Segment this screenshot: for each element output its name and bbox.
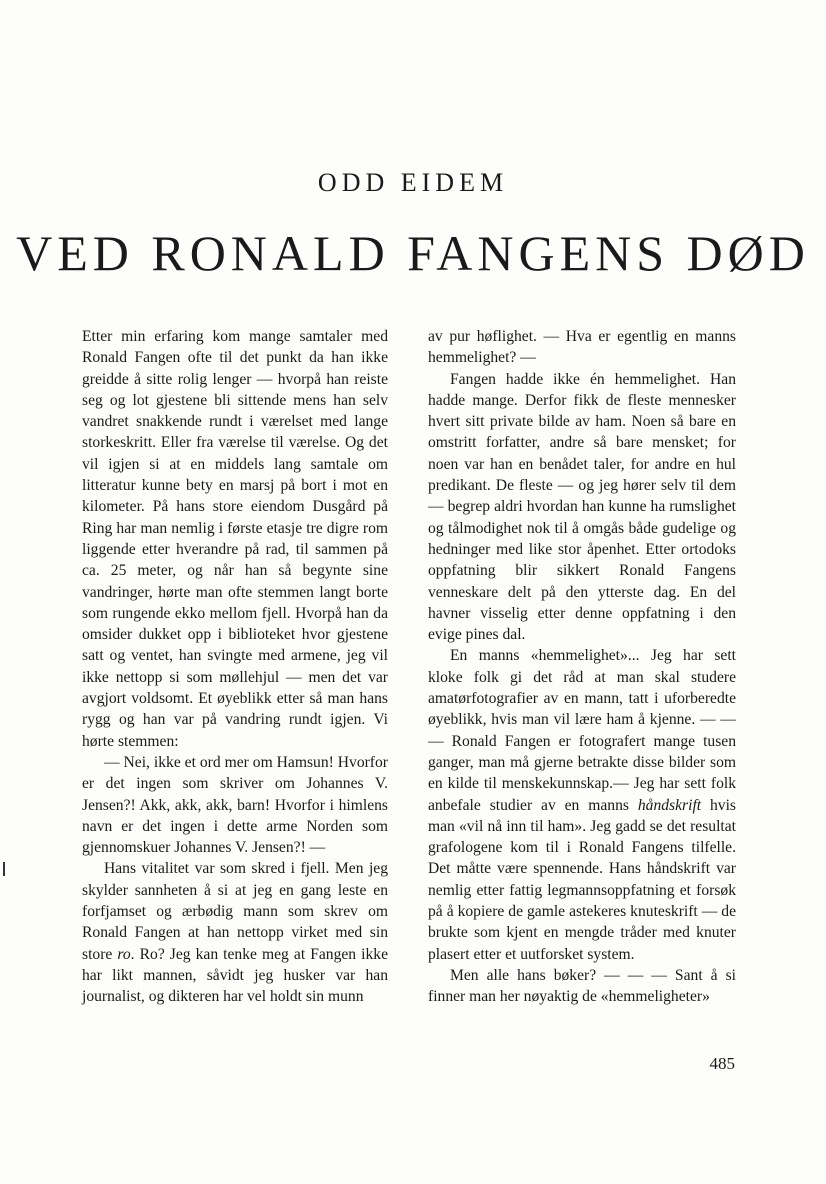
text-run: . Ro? Jeg kan tenke meg at Fangen ikke har likt mannen, såvidt jeg husker var han journalist, og dikteren har vel holdt sin munn: [82, 945, 388, 1006]
paragraph: Fangen hadde ikke én hemmelighet. Han hadde mange. Derfor fikk de fleste mennesker hvert sitt private bilde av ham. Noen så bare en omstritt forfatter, andre så bare mensket; for noen var han en benådet taler, for andre en hul predikant. De fleste — og jeg hører selv til dem — begrep aldri hvordan han kunne ha rumslighet og tålmodighet nok til å omgås både gudelige og hedninger med like stor åpenhet. Etter ortodoks oppfatning blir sikkert Ronald Fangens venneskare delt på den ytterste dag. En del havner visselig etter denne oppfatning i den evige pines dal.: [428, 370, 736, 644]
text-run: hvis man «vil nå inn til ham». Jeg gadd se det resultat grafologene kom til i Ronald Fangens tilfelle. Det måtte være spennende. Hans håndskrift var nemlig etter fattig legmannsoppfatning et forsøk på å kopiere de gamle astekeres knuteskrift — de brukte som kjent en mengde tråder med knuter plasert etter et uutforsket system.: [428, 796, 736, 963]
paragraph: av pur høflighet. — Hva er egentlig en manns hemmelighet? —: [428, 328, 736, 367]
text-run: Hans vitalitet var som skred i fjell. Men jeg skylder sannheten å si at jeg en gang leste en forfjamset og ærbødig mann som skrev om Ronald Fangen at han nettopp virket med sin store: [82, 860, 388, 963]
author-name: ODD EIDEM: [317, 168, 509, 197]
left-column: [82, 326, 388, 1008]
paragraph: [428, 645, 736, 964]
page-number: 485: [709, 1054, 735, 1073]
paragraph: Etter min erfaring kom mange samtaler med Ronald Fangen ofte til det punkt da han ikke greidde å sitte rolig lenger — hvorpå han reiste seg og lot gjestene bli sittende mens han selv vandret snakkende rundt i værelset med lange storkeskritt. Eller fra værelse til værelse. Og det vil igjen si at en middels lang samtale om litteratur kunne bety en marsj på bort i mot en kilometer. På hans store eiendom Dusgård på Ring har man nemlig i første etasje tre digre rom liggende etter hverandre på rad, til sammen på ca. 25 meter, og når han så begynte sine vandringer, hørte man ofte stemmen langt borte som rungende ekko mellom fjell. Hvorpå han da omsider dukket opp i biblioteket hvor gjestene satt og ventet, han svingte med armene, jeg vil ikke nettopp si som møllehjul — men det var avgjort voldsomt. Et øyeblikk etter så man hans rygg og han var på vandring rundt igjen. Vi hørte stemmen:: [82, 328, 388, 750]
right-column: [428, 326, 736, 1008]
paragraph: Men alle hans bøker? — — — Sant å si finner man her nøyaktig de «hemmeligheter»: [428, 966, 736, 1006]
emphasis: håndskrift: [637, 796, 702, 814]
text-run: En manns «hemmelighet»... Jeg har sett kloke folk gi det råd at man skal studere amatørfotografier av en mann, tatt i uforberedte øyeblikk, hvis man vil lære ham å kjenne. — — — Ronald Fangen er fotografert mange tusen ganger, man må gjerne betrakte disse bilder som en kilde til menskekunnskap.— Jeg har sett folk anbefale studier av en manns: [428, 647, 736, 814]
paragraph: [82, 858, 388, 1007]
emphasis: ro: [117, 945, 131, 963]
article-title: VED RONALD FANGENS DØD: [16, 225, 810, 281]
margin-mark: [3, 862, 5, 876]
paragraph: — Nei, ikke et ord mer om Hamsun! Hvorfor er det ingen som skriver om Johannes V. Jensen?! Akk, akk, akk, barn! Hvorfor i himlens navn er det ingen i dette arme Norden som gjennomskuer Johannes V. Jensen?! —: [82, 753, 388, 857]
